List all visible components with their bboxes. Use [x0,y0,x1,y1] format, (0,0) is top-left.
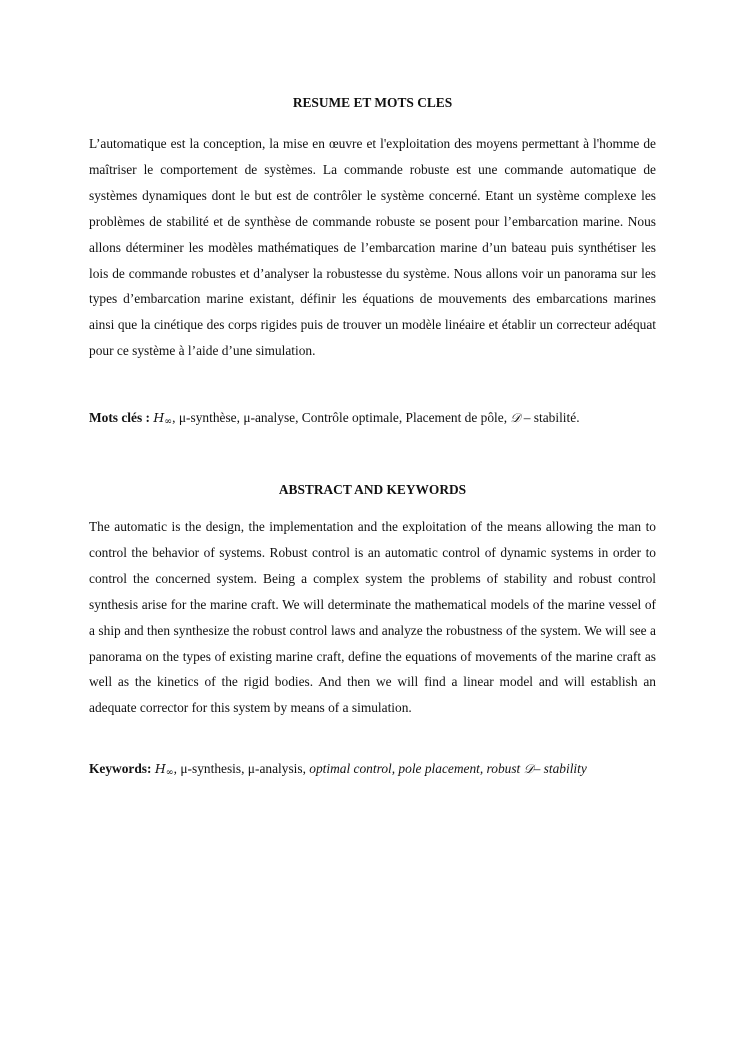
d-stability-symbol: 𝒟 [523,761,534,776]
resume-keywords-text: , μ-synthèse, μ-analyse, Contrôle optimale, Placement de pôle, [172,410,511,425]
infinity-subscript: ∞ [164,416,173,427]
abstract-keywords-label: Keywords: [89,761,152,776]
abstract-keywords-italic: optimal control, pole placement, robust [309,761,524,776]
h-infinity-symbol [155,761,174,776]
abstract-title: ABSTRACT AND KEYWORDS [278,482,467,497]
abstract-keywords-end: – stability [533,761,587,776]
abstract-keywords [89,760,656,782]
infinity-subscript: ∞ [165,767,174,778]
resume-keywords-end: – stabilité. [520,410,580,425]
resume-body: L’automatique est la conception, la mise en œuvre et l'exploitation des moyens permettant à l'homme de maîtriser le comportement de systèmes. La commande robuste est une commande automatique de systèmes dynamiques dont le but est de contrôler le système concerné. Etant un système complexe les problèmes de stabilité et de synthèse de commande robuste se posent pour l’embarcation marine. Nous allons déterminer les modèles mathématiques de l’embarcation marine d’un bateau puis synthétiser les lois de commande robustes et d’analyser la robustesse du système. Nous allons voir un panorama sur les types d’embarcation marine existant, définir les équations de mouvements des embarcations marines ainsi que la cinétique des corps rigides puis de trouver un modèle linéaire et établir un correcteur adéquat pour ce système à l’aide d’une simulation. [89,136,656,359]
resume-keywords [89,409,656,431]
abstract-keywords-plain: , μ-synthesis, μ-analysis, [173,761,310,776]
resume-title: RESUME ET MOTS CLES [292,95,453,110]
resume-keywords-label: Mots clés : [89,410,150,425]
abstract-body: The automatic is the design, the implementation and the exploitation of the means allowing the man to control the behavior of systems. Robust control is an automatic control of dynamic systems in order to control the concerned system. Being a complex system the problems of stability and robust control synthesis arise for the marine craft. We will determinate the mathematical models of the marine vessel of a ship and then synthesize the robust control laws and analyze the robustness of the system. We will see a panorama on the types of existing marine craft, define the equations of movements of the marine craft as well as the kinetics of the rigid bodies. And then we will find a linear model and will establish an adequate corrector for this system by means of a simulation. [89,519,656,716]
h-letter: H [154,761,166,776]
h-letter: H [153,410,165,425]
d-stability-symbol: 𝒟 [510,410,521,425]
h-infinity-symbol [153,410,172,425]
